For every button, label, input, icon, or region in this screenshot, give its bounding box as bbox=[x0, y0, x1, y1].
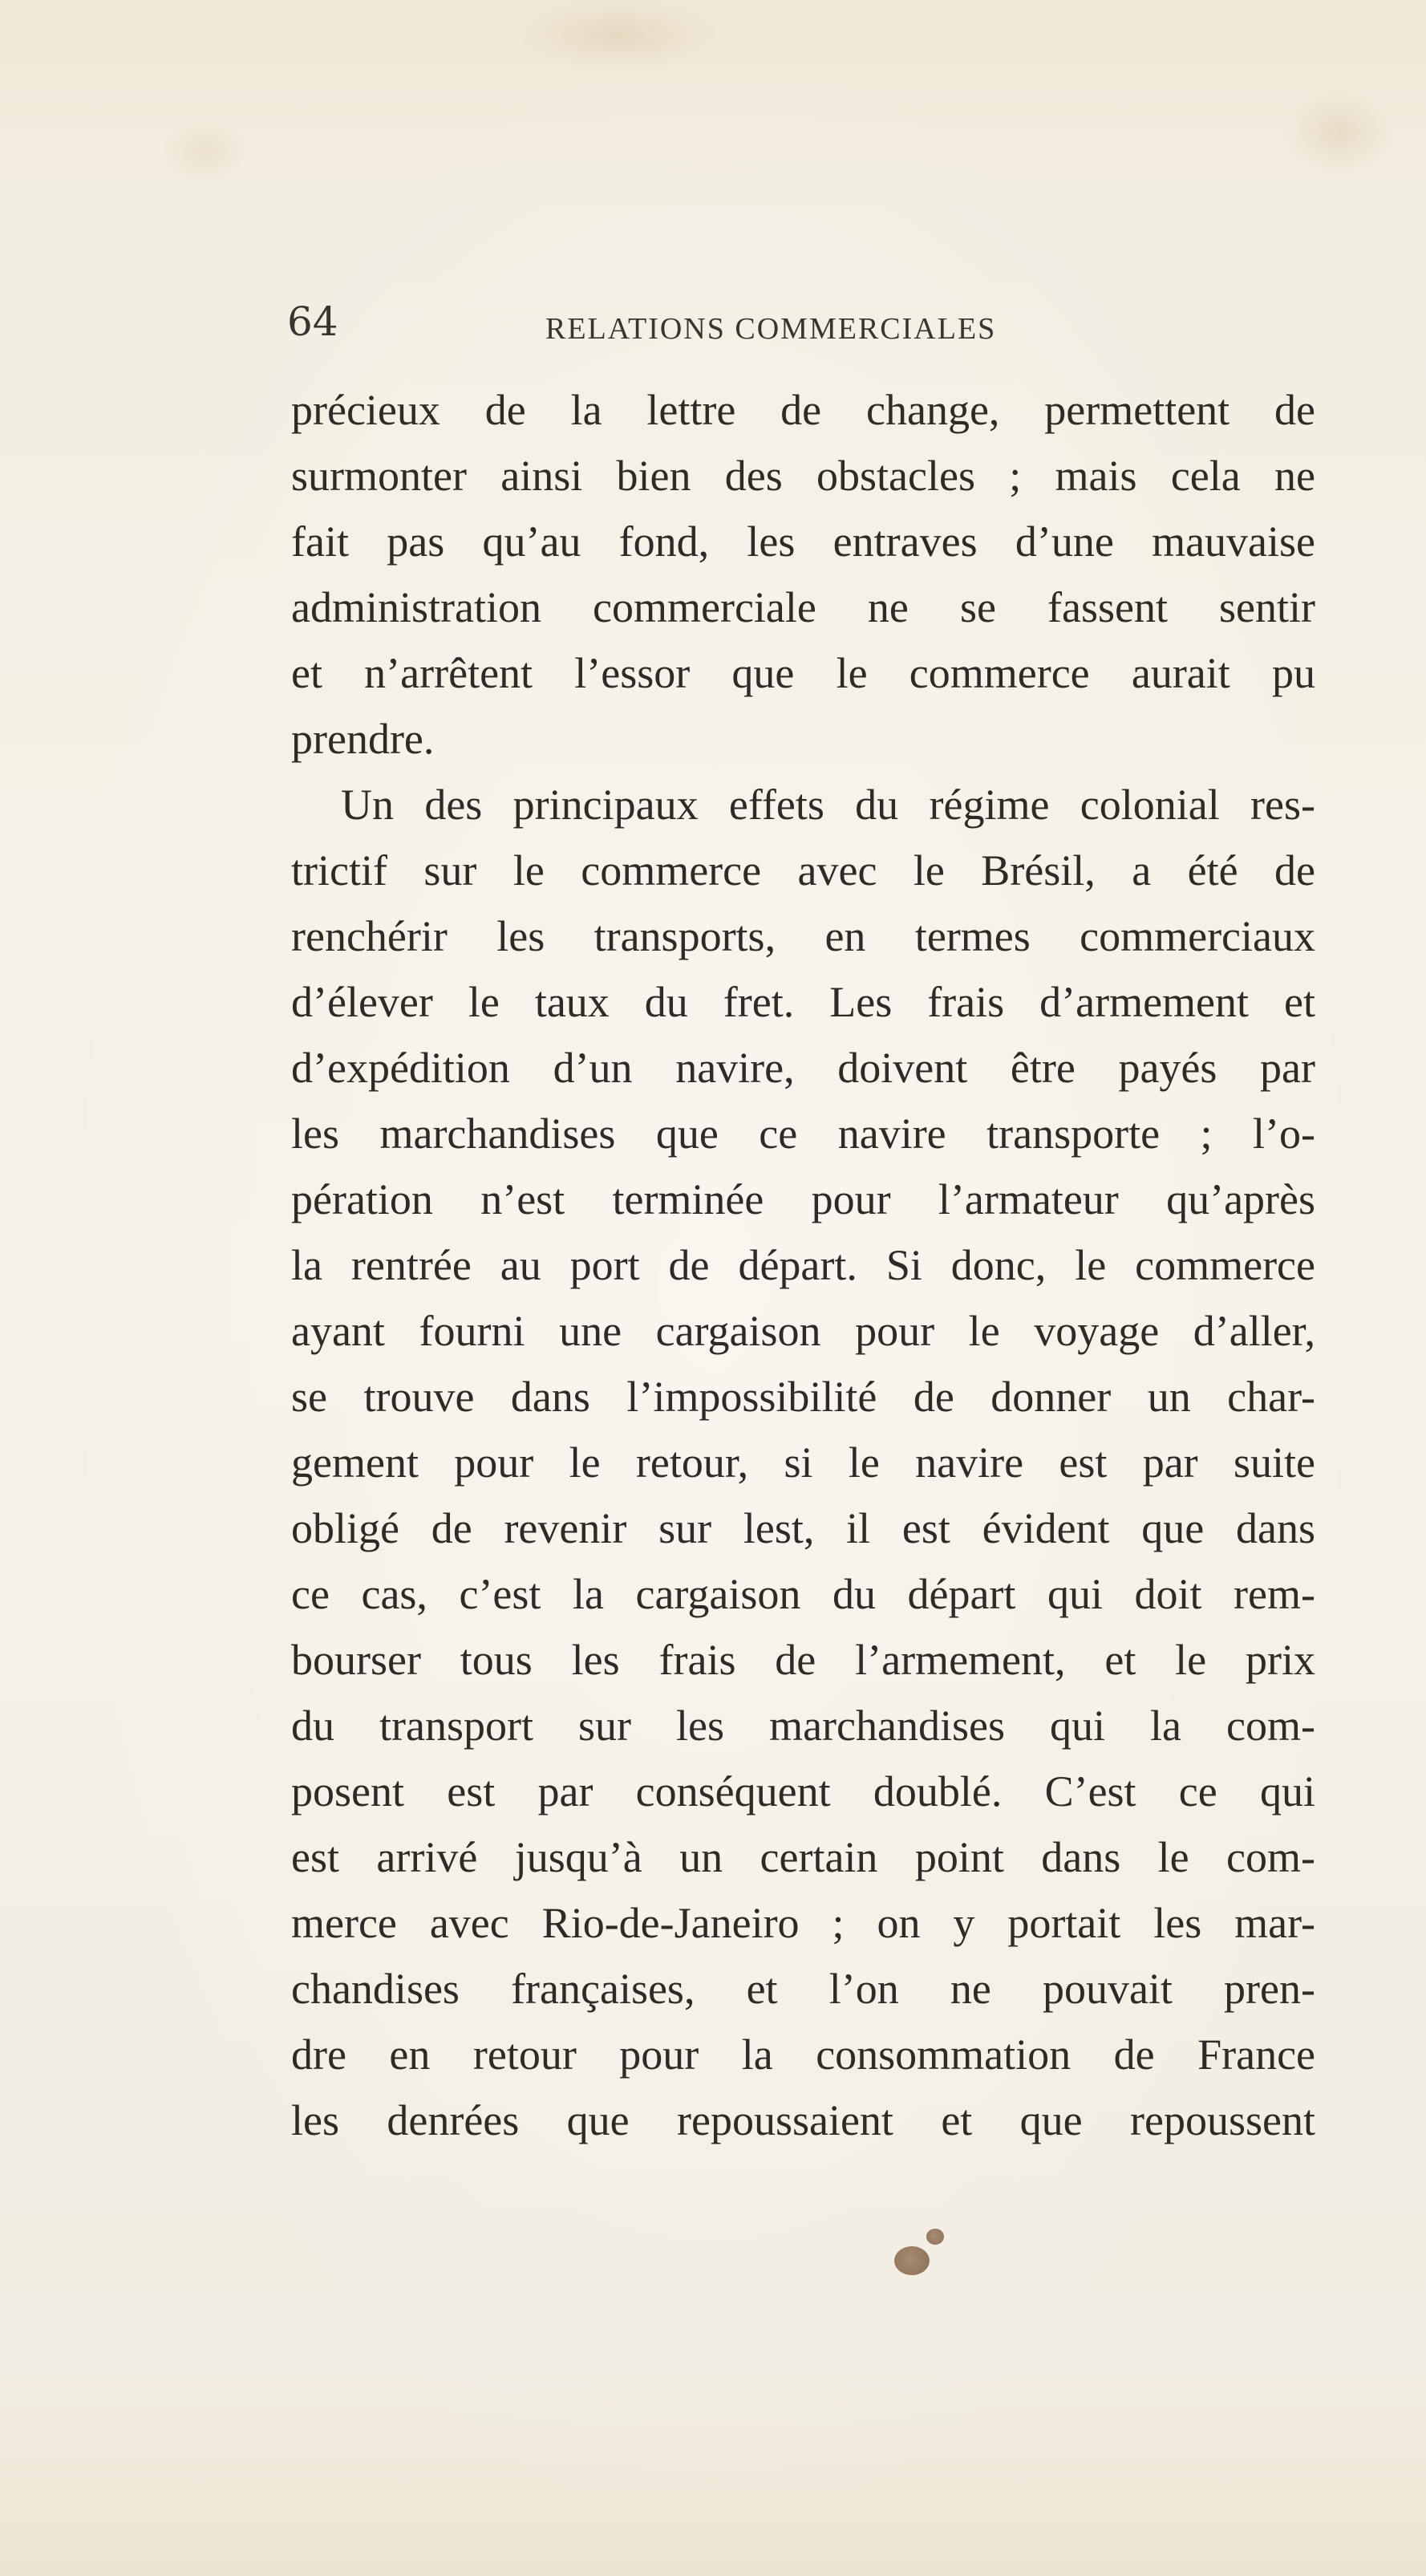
text-line: pération n’est terminée pour l’armateur qu’après bbox=[291, 1175, 1315, 1223]
text-line: se trouve dans l’impossibilité de donner un char- bbox=[291, 1373, 1315, 1421]
text-line: précieux de la lettre de change, permettent de bbox=[291, 386, 1315, 434]
body-text bbox=[291, 377, 1315, 2153]
paper-stain bbox=[160, 120, 249, 185]
text-line: d’expédition d’un navire, doivent être payés par bbox=[291, 1044, 1315, 1092]
text-line: les marchandises que ce navire transporte ; l’o- bbox=[291, 1110, 1315, 1158]
text-line: d’élever le taux du fret. Les frais d’armement et bbox=[291, 978, 1315, 1026]
text-line: et n’arrêtent l’essor que le commerce aurait pu bbox=[291, 649, 1315, 697]
ink-dots-ornament-icon bbox=[894, 2222, 966, 2294]
text-line: les denrées que repoussaient et que repoussent bbox=[291, 2096, 1315, 2144]
text-line: obligé de revenir sur lest, il est évident que dans bbox=[291, 1504, 1315, 1552]
text-line: ayant fourni une cargaison pour le voyage d’aller, bbox=[291, 1307, 1315, 1355]
page-header bbox=[287, 298, 1330, 355]
text-line: renchérir les transports, en termes commerciaux bbox=[291, 912, 1315, 960]
text-line: administration commerciale ne se fassent sentir bbox=[291, 583, 1315, 631]
text-line: prendre. bbox=[291, 715, 435, 763]
paper-stain bbox=[513, 0, 722, 72]
paper-stain bbox=[1283, 88, 1396, 176]
page-number: 64 bbox=[287, 298, 338, 345]
text-line: bourser tous les frais de l’armement, et le prix bbox=[291, 1636, 1315, 1684]
text-line: surmonter ainsi bien des obstacles ; mais cela ne bbox=[291, 452, 1315, 500]
text-line: du transport sur les marchandises qui la com- bbox=[291, 1702, 1315, 1750]
text-line: dre en retour pour la consommation de France bbox=[291, 2030, 1315, 2079]
paragraph-first-line: Un des principaux effets du régime colonial res- bbox=[341, 781, 1315, 829]
text-line: la rentrée au port de départ. Si donc, le commerce bbox=[291, 1241, 1315, 1289]
text-line: merce avec Rio-de-Janeiro ; on y portait les mar- bbox=[291, 1899, 1315, 1947]
text-line: gement pour le retour, si le navire est par suite bbox=[291, 1438, 1315, 1487]
running-head: RELATIONS COMMERCIALES bbox=[545, 312, 997, 346]
text-line: fait pas qu’au fond, les entraves d’une mauvaise bbox=[291, 517, 1315, 566]
text-line: trictif sur le commerce avec le Brésil, a été de bbox=[291, 846, 1315, 895]
text-line: chandises françaises, et l’on ne pouvait pren- bbox=[291, 1965, 1315, 2013]
ink-dot-small bbox=[926, 2229, 944, 2245]
text-line: est arrivé jusqu’à un certain point dans le com- bbox=[291, 1833, 1315, 1881]
ink-dot-large bbox=[894, 2246, 930, 2275]
text-line: ce cas, c’est la cargaison du départ qui doit rem- bbox=[291, 1570, 1315, 1618]
text-line: posent est par conséquent doublé. C’est ce qui bbox=[291, 1767, 1315, 1815]
